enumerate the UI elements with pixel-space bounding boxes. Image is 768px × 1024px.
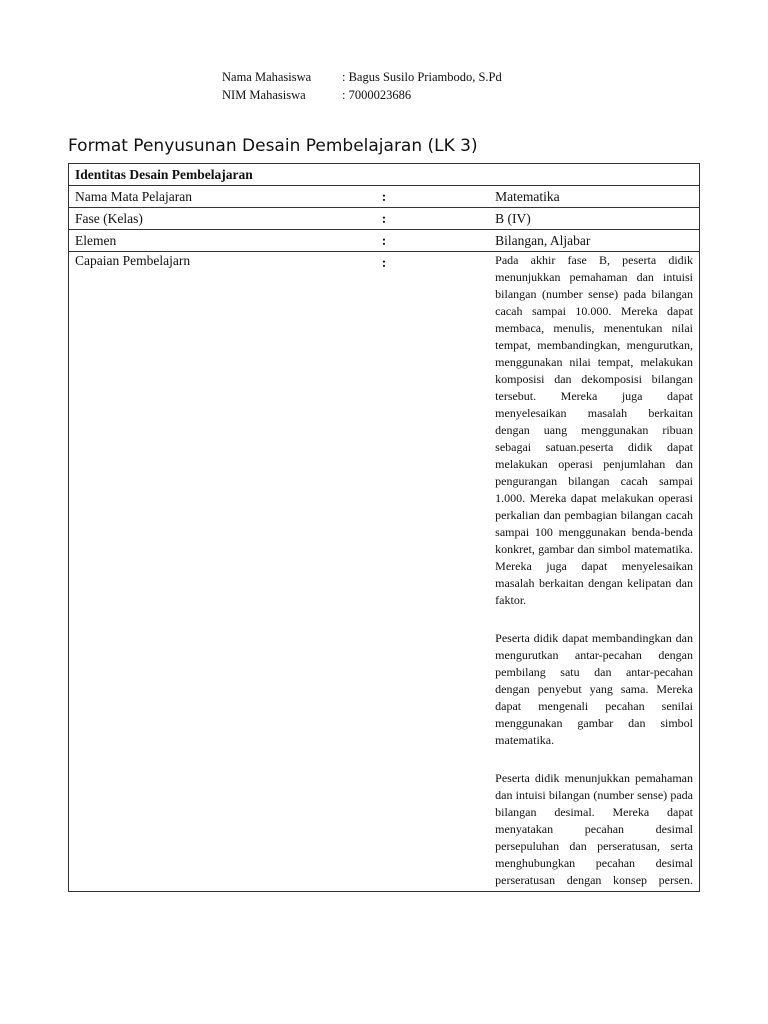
subject-label: Nama Mata Pelajaran xyxy=(69,186,279,208)
element-label: Elemen xyxy=(69,230,279,252)
learning-outcome-paragraph: Peserta didik dapat membandingkan dan mengurutkan antar-pecahan dengan pembilang satu dan antar-pecahan dengan penyebut yang sama. Mereka dapat mengenali pecahan senilai menggunakan gambar dan simbol matematika. xyxy=(495,631,693,747)
element-value: Bilangan, Aljabar xyxy=(489,230,699,252)
phase-value: B (IV) xyxy=(489,208,699,230)
table-row xyxy=(69,252,700,892)
student-nim-value: : 7000023686 xyxy=(342,88,412,102)
student-nim-row xyxy=(222,88,522,102)
colon-separator: : xyxy=(279,186,489,208)
table-header-row xyxy=(69,164,700,186)
table-row xyxy=(69,208,700,230)
colon-separator: : xyxy=(279,208,489,230)
table-header: Identitas Desain Pembelajaran xyxy=(69,164,700,186)
phase-label: Fase (Kelas) xyxy=(69,208,279,230)
learning-outcome-value xyxy=(489,252,699,892)
learning-outcome-paragraph: Peserta didik menunjukkan pemahaman dan intuisi bilangan (number sense) pada bilangan desimal. Mereka dapat menyatakan pecahan desimal persepuluhan dan perseratusan, serta menghubungkan pecahan desimal perseratusan dengan konsep persen. xyxy=(495,771,693,887)
student-name-value: : Bagus Susilo Priambodo, S.Pd xyxy=(342,70,502,84)
learning-outcome-paragraph: Pada akhir fase B, peserta didik menunjukkan pemahaman dan intuisi bilangan (number sense) pada bilangan cacah sampai 10.000. Mereka dapat membaca, menulis, menentukan nilai tempat, membandingkan, mengurutkan, menggunakan nilai tempat, melakukan komposisi dan dekomposisi bilangan tersebut. Mereka juga dapat menyelesaikan masalah berkaitan dengan uang menggunakan ribuan sebagai satuan.peserta didik dapat melakukan operasi penjumlahan dan pengurangan bilangan cacah sampai 1.000. Mereka dapat melakukan operasi perkalian dan pembagian bilangan cacah sampai 100 menggunakan benda-benda konkret, gambar dan simbol matematika. Mereka juga dapat menyelesaikan masalah berkaitan dengan kelipatan dan faktor. xyxy=(495,253,693,607)
subject-value: Matematika xyxy=(489,186,699,208)
page-title: Format Penyusunan Desain Pembelajaran (LK 3) xyxy=(68,136,478,156)
colon-separator: : xyxy=(279,252,489,892)
student-name-row xyxy=(222,70,522,84)
learning-outcome-label: Capaian Pembelajarn xyxy=(69,252,279,892)
identity-table xyxy=(68,163,700,892)
student-name-label: Nama Mahasiswa xyxy=(222,70,312,84)
table-row xyxy=(69,186,700,208)
colon-separator: : xyxy=(279,230,489,252)
student-nim-label: NIM Mahasiswa xyxy=(222,88,306,102)
table-row xyxy=(69,230,700,252)
student-info xyxy=(222,70,522,106)
